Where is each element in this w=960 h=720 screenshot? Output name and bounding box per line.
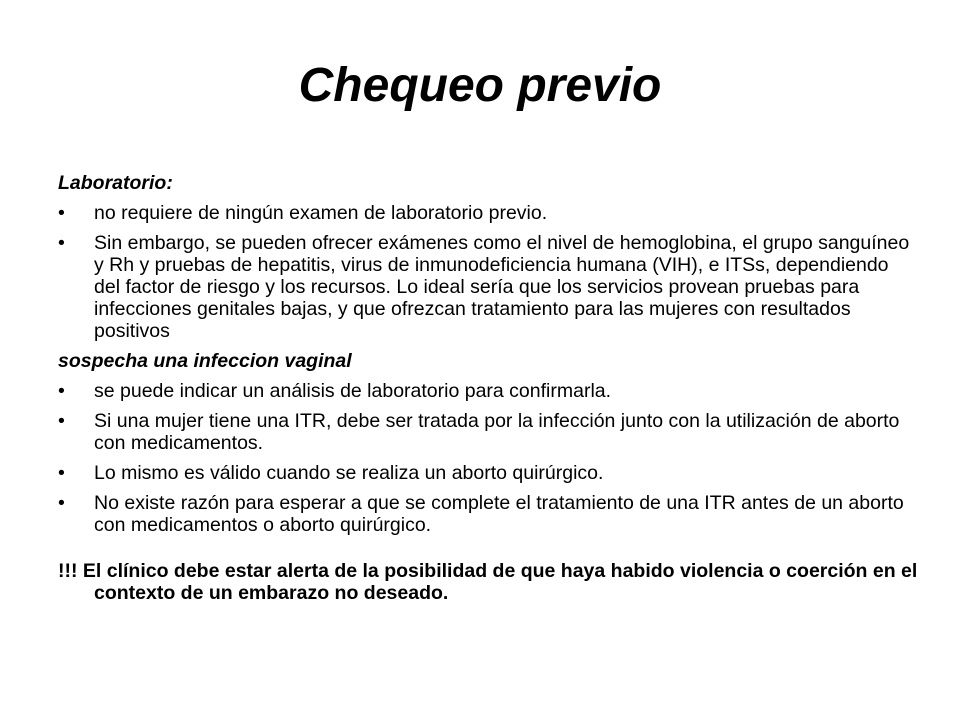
list-item-text: Sin embargo, se pueden ofrecer exámenes como el nivel de hemoglobina, el grupo sanguíneo y Rh y pruebas de hepatitis, virus de inmunodeficiencia humana (VIH), e ITSs, dependiendo del factor de riesgo y los recursos. Lo ideal sería que los servicios provean pruebas para infecciones genitales bajas, y que ofrezcan tratamiento para las mujeres con resultados positivos (94, 232, 910, 342)
list-item-text: se puede indicar un análisis de laboratorio para confirmarla. (94, 380, 612, 402)
slide-content (58, 172, 918, 604)
list-item (58, 202, 918, 224)
list-item (58, 232, 918, 342)
list-item (58, 380, 918, 402)
bullet-icon: • (58, 232, 65, 254)
list-item-text: no requiere de ningún examen de laboratorio previo. (94, 202, 548, 224)
alert-note: !!! El clínico debe estar alerta de la posibilidad de que haya habido violencia o coerción en el contexto de un embarazo no deseado. (58, 560, 918, 604)
section-laboratorio (58, 172, 918, 342)
section-heading: Laboratorio: (58, 172, 173, 194)
bullet-icon: • (58, 202, 65, 224)
bullet-icon: • (58, 410, 65, 432)
list-item (58, 410, 918, 454)
bullet-list (58, 202, 918, 342)
slide-title: Chequeo previo (298, 59, 662, 112)
bullet-icon: • (58, 492, 65, 514)
list-item (58, 462, 918, 484)
list-item-text: Lo mismo es válido cuando se realiza un aborto quirúrgico. (94, 462, 604, 484)
list-item-text: No existe razón para esperar a que se complete el tratamiento de una ITR antes de un aborto con medicamentos o aborto quirúrgico. (94, 492, 904, 536)
bullet-icon: • (58, 380, 65, 402)
list-item (58, 492, 918, 536)
section-infeccion-vaginal (58, 350, 918, 536)
section-heading: sospecha una infeccion vaginal (58, 350, 352, 372)
list-item-text: Si una mujer tiene una ITR, debe ser tratada por la infección junto con la utilización de aborto con medicamentos. (94, 410, 900, 454)
bullet-icon: • (58, 462, 65, 484)
bullet-list (58, 380, 918, 536)
